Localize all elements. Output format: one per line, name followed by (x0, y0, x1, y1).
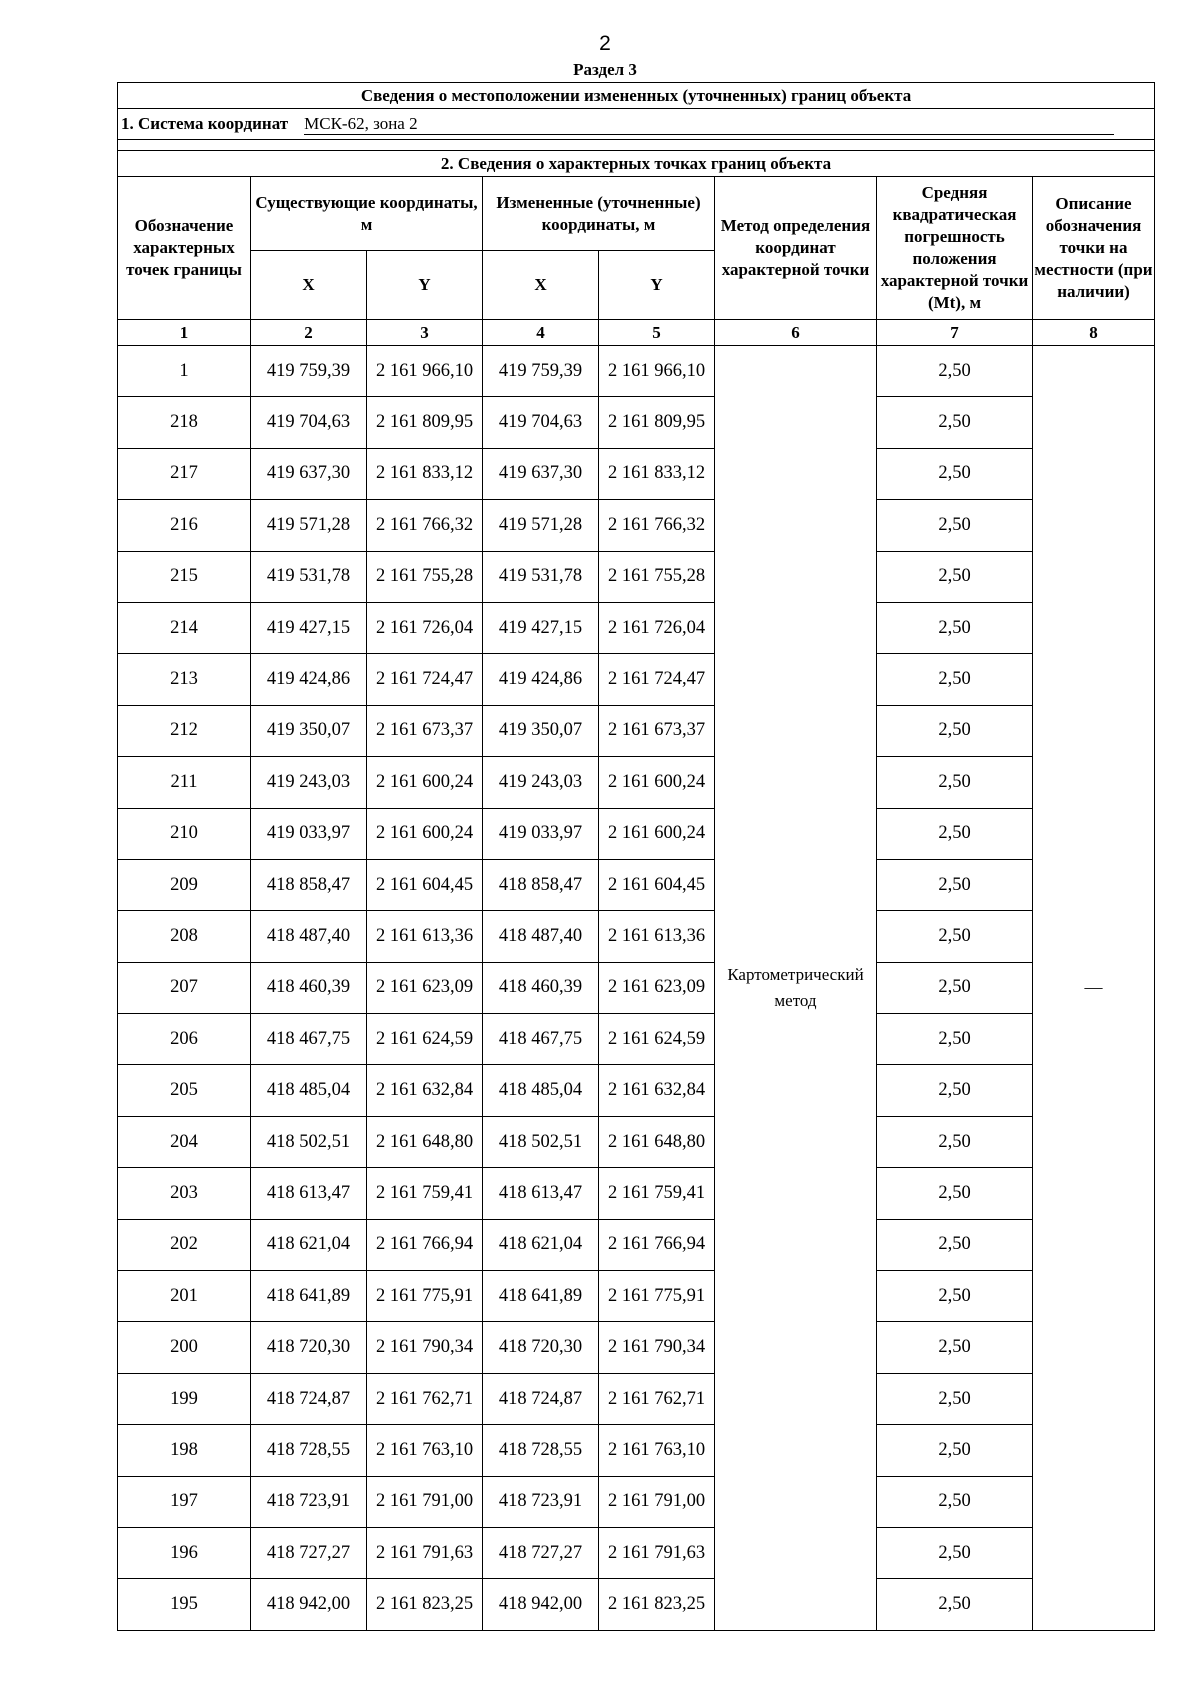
column-number: 6 (715, 320, 877, 346)
changed-x-cell: 419 637,30 (483, 448, 599, 499)
point-number-cell: 199 (118, 1373, 251, 1424)
point-number-cell: 1 (118, 346, 251, 397)
existing-x-cell: 419 704,63 (251, 397, 367, 448)
column-number: 1 (118, 320, 251, 346)
changed-x-cell: 419 704,63 (483, 397, 599, 448)
table-row (118, 1271, 1155, 1322)
mt-cell: 2,50 (877, 1116, 1033, 1167)
existing-y-cell: 2 161 759,41 (367, 1168, 483, 1219)
point-number-cell: 216 (118, 500, 251, 551)
changed-y-cell: 2 161 766,32 (599, 500, 715, 551)
changed-y-cell: 2 161 623,09 (599, 962, 715, 1013)
mt-cell: 2,50 (877, 1476, 1033, 1527)
existing-x-cell: 418 723,91 (251, 1476, 367, 1527)
description-cell: — (1033, 346, 1155, 1631)
existing-x-cell: 418 485,04 (251, 1065, 367, 1116)
mt-cell: 2,50 (877, 757, 1033, 808)
method-cell: Картометрический метод (715, 346, 877, 1631)
changed-x-cell: 418 613,47 (483, 1168, 599, 1219)
changed-x-cell: 418 942,00 (483, 1579, 599, 1630)
mt-cell: 2,50 (877, 705, 1033, 756)
table-row (118, 448, 1155, 499)
header-existing-coords: Существующие координаты, м (251, 177, 483, 251)
existing-x-cell: 418 727,27 (251, 1527, 367, 1578)
changed-y-cell: 2 161 624,59 (599, 1014, 715, 1065)
changed-y-cell: 2 161 600,24 (599, 808, 715, 859)
changed-y-cell: 2 161 790,34 (599, 1322, 715, 1373)
table-row (118, 1322, 1155, 1373)
changed-x-cell: 418 502,51 (483, 1116, 599, 1167)
changed-x-cell: 418 858,47 (483, 859, 599, 910)
existing-x-cell: 419 424,86 (251, 654, 367, 705)
point-number-cell: 210 (118, 808, 251, 859)
changed-x-cell: 418 723,91 (483, 1476, 599, 1527)
existing-x-cell: 418 502,51 (251, 1116, 367, 1167)
changed-x-cell: 419 033,97 (483, 808, 599, 859)
table-row (118, 500, 1155, 551)
existing-y-cell: 2 161 766,32 (367, 500, 483, 551)
existing-x-cell: 418 720,30 (251, 1322, 367, 1373)
existing-y-cell: 2 161 763,10 (367, 1425, 483, 1476)
point-number-cell: 209 (118, 859, 251, 910)
table-row (118, 1476, 1155, 1527)
changed-x-cell: 419 350,07 (483, 705, 599, 756)
point-number-cell: 201 (118, 1271, 251, 1322)
existing-x-cell: 419 350,07 (251, 705, 367, 756)
table-row (118, 397, 1155, 448)
point-number-cell: 200 (118, 1322, 251, 1373)
column-number: 3 (367, 320, 483, 346)
existing-x-cell: 418 641,89 (251, 1271, 367, 1322)
existing-x-cell: 418 621,04 (251, 1219, 367, 1270)
existing-y-cell: 2 161 766,94 (367, 1219, 483, 1270)
changed-x-cell: 419 424,86 (483, 654, 599, 705)
mt-cell: 2,50 (877, 551, 1033, 602)
point-number-cell: 205 (118, 1065, 251, 1116)
mt-cell: 2,50 (877, 397, 1033, 448)
header-existing-y: Y (367, 251, 483, 320)
mt-cell: 2,50 (877, 1579, 1033, 1630)
mt-cell: 2,50 (877, 1014, 1033, 1065)
existing-y-cell: 2 161 624,59 (367, 1014, 483, 1065)
existing-y-cell: 2 161 833,12 (367, 448, 483, 499)
column-number: 7 (877, 320, 1033, 346)
changed-y-cell: 2 161 966,10 (599, 346, 715, 397)
existing-x-cell: 418 724,87 (251, 1373, 367, 1424)
existing-y-cell: 2 161 823,25 (367, 1579, 483, 1630)
table-row (118, 1014, 1155, 1065)
changed-y-cell: 2 161 632,84 (599, 1065, 715, 1116)
table-row (118, 808, 1155, 859)
existing-y-cell: 2 161 648,80 (367, 1116, 483, 1167)
existing-x-cell: 418 613,47 (251, 1168, 367, 1219)
existing-y-cell: 2 161 673,37 (367, 705, 483, 756)
mt-cell: 2,50 (877, 911, 1033, 962)
existing-x-cell: 418 460,39 (251, 962, 367, 1013)
changed-y-cell: 2 161 823,25 (599, 1579, 715, 1630)
changed-y-cell: 2 161 755,28 (599, 551, 715, 602)
existing-x-cell: 418 942,00 (251, 1579, 367, 1630)
changed-y-cell: 2 161 726,04 (599, 602, 715, 653)
changed-x-cell: 418 487,40 (483, 911, 599, 962)
changed-x-cell: 418 621,04 (483, 1219, 599, 1270)
table-row (118, 1116, 1155, 1167)
table-row (118, 1219, 1155, 1270)
existing-y-cell: 2 161 600,24 (367, 757, 483, 808)
existing-x-cell: 419 637,30 (251, 448, 367, 499)
spacer-row (118, 140, 1155, 151)
existing-y-cell: 2 161 790,34 (367, 1322, 483, 1373)
existing-y-cell: 2 161 726,04 (367, 602, 483, 653)
point-number-cell: 203 (118, 1168, 251, 1219)
header-existing-x: X (251, 251, 367, 320)
mt-cell: 2,50 (877, 1065, 1033, 1116)
header-description: Описание обозначения точки на местности (при наличии) (1033, 177, 1155, 320)
existing-y-cell: 2 161 966,10 (367, 346, 483, 397)
changed-y-cell: 2 161 766,94 (599, 1219, 715, 1270)
header-mt: Средняя квадратическая погрешность положения характерной точки (Mt), м (877, 177, 1033, 320)
existing-y-cell: 2 161 623,09 (367, 962, 483, 1013)
changed-y-cell: 2 161 724,47 (599, 654, 715, 705)
mt-cell: 2,50 (877, 1373, 1033, 1424)
column-number: 4 (483, 320, 599, 346)
changed-x-cell: 419 243,03 (483, 757, 599, 808)
boundary-table (117, 82, 1155, 1631)
existing-x-cell: 419 531,78 (251, 551, 367, 602)
point-number-cell: 204 (118, 1116, 251, 1167)
existing-y-cell: 2 161 613,36 (367, 911, 483, 962)
changed-x-cell: 418 641,89 (483, 1271, 599, 1322)
mt-cell: 2,50 (877, 1168, 1033, 1219)
changed-x-cell: 419 571,28 (483, 500, 599, 551)
point-number-cell: 218 (118, 397, 251, 448)
point-number-cell: 202 (118, 1219, 251, 1270)
point-number-cell: 217 (118, 448, 251, 499)
mt-cell: 2,50 (877, 1271, 1033, 1322)
table-title: Сведения о местоположении измененных (уточненных) границ объекта (118, 83, 1155, 109)
header-point-designation: Обозначение характерных точек границы (118, 177, 251, 320)
points-body (118, 346, 1155, 1631)
table-row (118, 705, 1155, 756)
existing-x-cell: 419 033,97 (251, 808, 367, 859)
mt-cell: 2,50 (877, 654, 1033, 705)
table-row (118, 1425, 1155, 1476)
existing-y-cell: 2 161 724,47 (367, 654, 483, 705)
header-changed-x: X (483, 251, 599, 320)
mt-cell: 2,50 (877, 962, 1033, 1013)
changed-y-cell: 2 161 809,95 (599, 397, 715, 448)
point-number-cell: 215 (118, 551, 251, 602)
point-number-cell: 207 (118, 962, 251, 1013)
table-row (118, 757, 1155, 808)
column-number: 2 (251, 320, 367, 346)
changed-y-cell: 2 161 791,63 (599, 1527, 715, 1578)
table-row (118, 1527, 1155, 1578)
changed-x-cell: 418 467,75 (483, 1014, 599, 1065)
point-number-cell: 213 (118, 654, 251, 705)
changed-x-cell: 418 727,27 (483, 1527, 599, 1578)
mt-cell: 2,50 (877, 602, 1033, 653)
header-changed-y: Y (599, 251, 715, 320)
table-row (118, 962, 1155, 1013)
table-row (118, 911, 1155, 962)
point-number-cell: 212 (118, 705, 251, 756)
mt-cell: 2,50 (877, 1322, 1033, 1373)
changed-y-cell: 2 161 763,10 (599, 1425, 715, 1476)
changed-y-cell: 2 161 613,36 (599, 911, 715, 962)
mt-cell: 2,50 (877, 1219, 1033, 1270)
mt-cell: 2,50 (877, 1527, 1033, 1578)
existing-y-cell: 2 161 775,91 (367, 1271, 483, 1322)
column-number: 5 (599, 320, 715, 346)
changed-x-cell: 419 759,39 (483, 346, 599, 397)
existing-y-cell: 2 161 755,28 (367, 551, 483, 602)
points-title: 2. Сведения о характерных точках границ объекта (118, 151, 1155, 177)
coord-system-value: МСК-62, зона 2 (304, 114, 1114, 135)
page-number: 2 (599, 32, 611, 55)
existing-x-cell: 419 571,28 (251, 500, 367, 551)
existing-x-cell: 418 728,55 (251, 1425, 367, 1476)
column-number: 8 (1033, 320, 1155, 346)
point-number-cell: 214 (118, 602, 251, 653)
changed-y-cell: 2 161 791,00 (599, 1476, 715, 1527)
table-row (118, 654, 1155, 705)
point-number-cell: 196 (118, 1527, 251, 1578)
header-method: Метод определения координат характерной точки (715, 177, 877, 320)
point-number-cell: 197 (118, 1476, 251, 1527)
document-frame (117, 82, 1154, 1631)
mt-cell: 2,50 (877, 346, 1033, 397)
changed-y-cell: 2 161 648,80 (599, 1116, 715, 1167)
coord-system-label: 1. Система координат (121, 113, 289, 133)
table-row (118, 859, 1155, 910)
table-row (118, 551, 1155, 602)
column-numbers-row (118, 320, 1155, 346)
table-row (118, 1373, 1155, 1424)
changed-x-cell: 418 460,39 (483, 962, 599, 1013)
point-number-cell: 195 (118, 1579, 251, 1630)
existing-y-cell: 2 161 632,84 (367, 1065, 483, 1116)
existing-y-cell: 2 161 809,95 (367, 397, 483, 448)
changed-y-cell: 2 161 673,37 (599, 705, 715, 756)
changed-x-cell: 418 485,04 (483, 1065, 599, 1116)
existing-x-cell: 418 467,75 (251, 1014, 367, 1065)
existing-y-cell: 2 161 762,71 (367, 1373, 483, 1424)
coord-system-row (118, 109, 1155, 140)
existing-x-cell: 419 759,39 (251, 346, 367, 397)
changed-x-cell: 419 531,78 (483, 551, 599, 602)
existing-y-cell: 2 161 600,24 (367, 808, 483, 859)
point-number-cell: 206 (118, 1014, 251, 1065)
changed-y-cell: 2 161 600,24 (599, 757, 715, 808)
mt-cell: 2,50 (877, 859, 1033, 910)
changed-x-cell: 418 728,55 (483, 1425, 599, 1476)
section-title: Раздел 3 (573, 60, 637, 79)
existing-x-cell: 419 243,03 (251, 757, 367, 808)
changed-y-cell: 2 161 604,45 (599, 859, 715, 910)
changed-y-cell: 2 161 833,12 (599, 448, 715, 499)
existing-y-cell: 2 161 791,63 (367, 1527, 483, 1578)
table-row (118, 346, 1155, 397)
existing-y-cell: 2 161 604,45 (367, 859, 483, 910)
point-number-cell: 208 (118, 911, 251, 962)
changed-x-cell: 418 720,30 (483, 1322, 599, 1373)
mt-cell: 2,50 (877, 448, 1033, 499)
table-row (118, 602, 1155, 653)
mt-cell: 2,50 (877, 500, 1033, 551)
existing-x-cell: 418 487,40 (251, 911, 367, 962)
existing-x-cell: 418 858,47 (251, 859, 367, 910)
existing-y-cell: 2 161 791,00 (367, 1476, 483, 1527)
header-changed-coords: Измененные (уточненные) координаты, м (483, 177, 715, 251)
mt-cell: 2,50 (877, 1425, 1033, 1476)
changed-x-cell: 419 427,15 (483, 602, 599, 653)
mt-cell: 2,50 (877, 808, 1033, 859)
table-row (118, 1168, 1155, 1219)
changed-y-cell: 2 161 775,91 (599, 1271, 715, 1322)
table-row (118, 1579, 1155, 1630)
point-number-cell: 198 (118, 1425, 251, 1476)
changed-y-cell: 2 161 759,41 (599, 1168, 715, 1219)
changed-x-cell: 418 724,87 (483, 1373, 599, 1424)
existing-x-cell: 419 427,15 (251, 602, 367, 653)
changed-y-cell: 2 161 762,71 (599, 1373, 715, 1424)
point-number-cell: 211 (118, 757, 251, 808)
table-row (118, 1065, 1155, 1116)
